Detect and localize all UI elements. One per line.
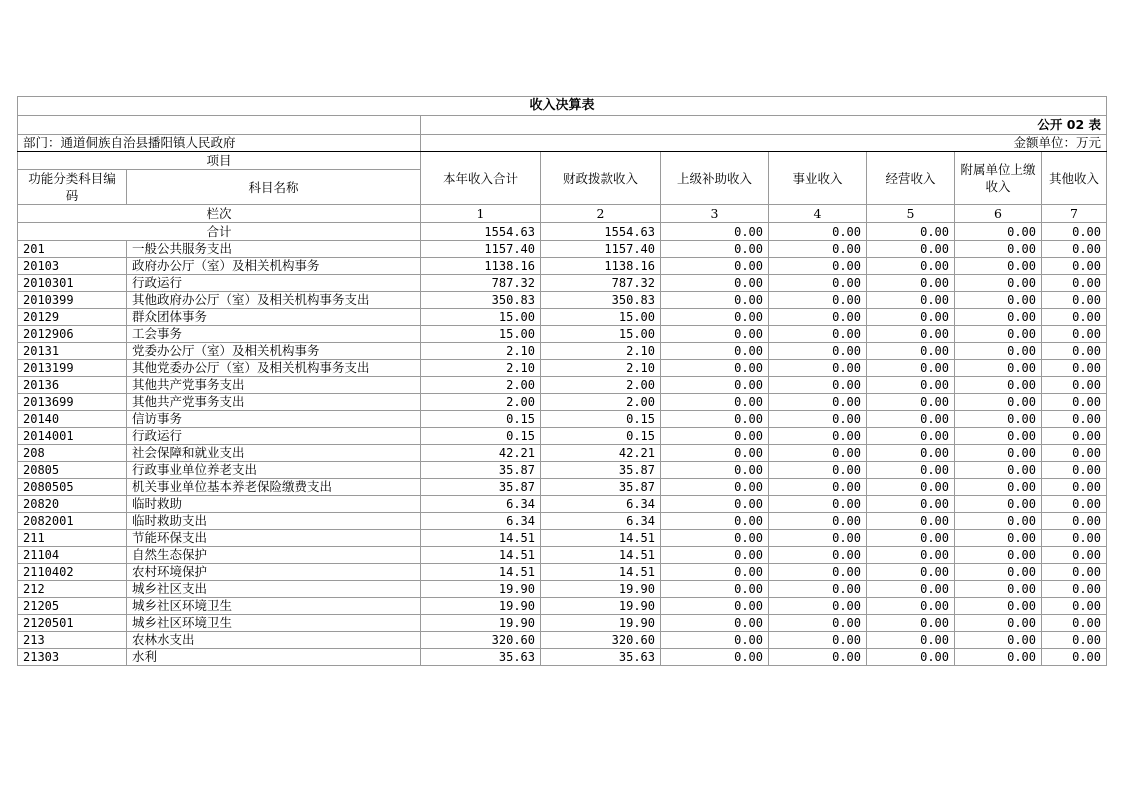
amount-cell: 0.00	[1042, 428, 1107, 445]
amount-cell: 0.00	[955, 360, 1042, 377]
amount-cell: 0.00	[661, 428, 769, 445]
table-row	[18, 343, 1107, 360]
amount-cell: 6.34	[421, 513, 541, 530]
amount-cell: 0.00	[661, 513, 769, 530]
amount-cell: 0.00	[661, 394, 769, 411]
column-index: 6	[955, 205, 1042, 223]
amount-cell: 2.00	[541, 377, 661, 394]
amount-cell: 0.00	[867, 343, 955, 360]
header-code: 功能分类科目编码	[18, 170, 127, 205]
amount-cell: 42.21	[421, 445, 541, 462]
table-row	[18, 292, 1107, 309]
amount-cell: 0.00	[661, 377, 769, 394]
amount-cell: 0.00	[1042, 326, 1107, 343]
subject-name: 城乡社区环境卫生	[127, 598, 421, 615]
amount-cell: 35.87	[421, 479, 541, 496]
amount-cell: 0.00	[955, 292, 1042, 309]
amount-cell: 14.51	[421, 547, 541, 564]
table-row	[18, 394, 1107, 411]
amount-cell: 0.00	[661, 649, 769, 666]
amount-cell: 2.00	[541, 394, 661, 411]
subject-name: 机关事业单位基本养老保险缴费支出	[127, 479, 421, 496]
subject-code: 2012906	[18, 326, 127, 343]
amount-cell: 0.00	[1042, 581, 1107, 598]
subject-name: 节能环保支出	[127, 530, 421, 547]
amount-cell: 0.00	[955, 547, 1042, 564]
amount-cell: 0.00	[1042, 411, 1107, 428]
amount-cell: 0.00	[769, 513, 867, 530]
header-name: 科目名称	[127, 170, 421, 205]
amount-cell: 0.00	[769, 479, 867, 496]
table-row	[18, 241, 1107, 258]
amount-cell: 0.00	[955, 377, 1042, 394]
subject-name: 临时救助	[127, 496, 421, 513]
amount-cell: 0.00	[1042, 479, 1107, 496]
amount-cell: 0.00	[1042, 275, 1107, 292]
amount-cell: 0.00	[769, 241, 867, 258]
amount-cell: 0.00	[867, 241, 955, 258]
subject-code: 20103	[18, 258, 127, 275]
amount-cell: 0.00	[1042, 394, 1107, 411]
amount-cell: 2.00	[421, 377, 541, 394]
header-business-income: 事业收入	[769, 152, 867, 205]
amount-cell: 19.90	[541, 581, 661, 598]
amount-cell: 15.00	[421, 326, 541, 343]
amount-cell: 14.51	[421, 530, 541, 547]
amount-cell: 0.00	[867, 462, 955, 479]
header-fiscal-income: 财政拨款收入	[541, 152, 661, 205]
amount-cell: 0.00	[1042, 632, 1107, 649]
subject-code: 201	[18, 241, 127, 258]
header-affiliated-income: 附属单位上缴收入	[955, 152, 1042, 205]
subject-name: 行政运行	[127, 275, 421, 292]
amount-cell: 0.00	[661, 581, 769, 598]
amount-cell: 0.00	[661, 564, 769, 581]
total-value: 0.00	[661, 223, 769, 241]
amount-cell: 1157.40	[421, 241, 541, 258]
amount-cell: 0.00	[769, 326, 867, 343]
subject-code: 2014001	[18, 428, 127, 445]
amount-cell: 350.83	[421, 292, 541, 309]
table-row	[18, 445, 1107, 462]
subject-code: 21104	[18, 547, 127, 564]
amount-cell: 0.00	[1042, 292, 1107, 309]
amount-cell: 2.10	[541, 343, 661, 360]
subject-code: 2082001	[18, 513, 127, 530]
amount-cell: 19.90	[541, 615, 661, 632]
amount-cell: 35.87	[421, 462, 541, 479]
department-label: 部门：通道侗族自治县播阳镇人民政府	[18, 135, 421, 152]
amount-cell: 0.00	[955, 479, 1042, 496]
amount-cell: 0.00	[661, 445, 769, 462]
header-operating-income: 经营收入	[867, 152, 955, 205]
amount-cell: 0.00	[867, 360, 955, 377]
amount-cell: 0.00	[661, 530, 769, 547]
header-item: 项目	[18, 152, 421, 170]
amount-cell: 787.32	[541, 275, 661, 292]
blank-cell	[18, 116, 421, 135]
amount-cell: 14.51	[541, 530, 661, 547]
amount-cell: 0.00	[867, 513, 955, 530]
table-row	[18, 411, 1107, 428]
amount-cell: 0.00	[867, 292, 955, 309]
amount-cell: 0.00	[661, 258, 769, 275]
column-index-label: 栏次	[18, 205, 421, 223]
amount-cell: 35.87	[541, 462, 661, 479]
amount-cell: 0.00	[955, 462, 1042, 479]
subject-name: 自然生态保护	[127, 547, 421, 564]
amount-cell: 35.63	[541, 649, 661, 666]
subject-code: 20129	[18, 309, 127, 326]
amount-cell: 0.00	[867, 275, 955, 292]
subject-name: 社会保障和就业支出	[127, 445, 421, 462]
amount-cell: 2.10	[421, 360, 541, 377]
amount-cell: 0.00	[769, 649, 867, 666]
subject-name: 一般公共服务支出	[127, 241, 421, 258]
amount-cell: 0.00	[955, 598, 1042, 615]
amount-cell: 14.51	[421, 564, 541, 581]
table-row	[18, 377, 1107, 394]
subject-name: 其他共产党事务支出	[127, 377, 421, 394]
header-other-income: 其他收入	[1042, 152, 1107, 205]
subject-code: 21303	[18, 649, 127, 666]
amount-cell: 0.15	[421, 411, 541, 428]
amount-cell: 0.00	[1042, 258, 1107, 275]
subject-code: 20140	[18, 411, 127, 428]
amount-cell: 0.00	[661, 326, 769, 343]
amount-cell: 15.00	[421, 309, 541, 326]
header-superior-subsidy: 上级补助收入	[661, 152, 769, 205]
amount-cell: 0.00	[867, 564, 955, 581]
subject-code: 212	[18, 581, 127, 598]
subject-name: 行政事业单位养老支出	[127, 462, 421, 479]
amount-cell: 19.90	[421, 615, 541, 632]
amount-cell: 0.00	[1042, 360, 1107, 377]
subject-name: 行政运行	[127, 428, 421, 445]
amount-cell: 350.83	[541, 292, 661, 309]
amount-cell: 0.00	[661, 547, 769, 564]
amount-cell: 0.00	[955, 530, 1042, 547]
total-value: 0.00	[867, 223, 955, 241]
amount-cell: 0.15	[541, 411, 661, 428]
amount-cell: 0.00	[769, 581, 867, 598]
amount-cell: 0.00	[661, 241, 769, 258]
amount-cell: 6.34	[541, 513, 661, 530]
table-row	[18, 598, 1107, 615]
amount-cell: 0.00	[769, 411, 867, 428]
amount-cell: 15.00	[541, 309, 661, 326]
amount-cell: 0.00	[955, 649, 1042, 666]
amount-cell: 0.00	[1042, 445, 1107, 462]
amount-cell: 35.63	[421, 649, 541, 666]
amount-cell: 2.00	[421, 394, 541, 411]
amount-cell: 0.00	[867, 530, 955, 547]
amount-cell: 0.00	[1042, 598, 1107, 615]
amount-cell: 0.00	[867, 581, 955, 598]
amount-cell: 2.10	[541, 360, 661, 377]
amount-cell: 14.51	[541, 564, 661, 581]
amount-cell: 0.00	[955, 326, 1042, 343]
subject-name: 农林水支出	[127, 632, 421, 649]
table-row	[18, 479, 1107, 496]
amount-cell: 0.00	[955, 394, 1042, 411]
amount-cell: 0.00	[661, 411, 769, 428]
subject-code: 2013199	[18, 360, 127, 377]
table-row	[18, 275, 1107, 292]
amount-cell: 320.60	[421, 632, 541, 649]
amount-cell: 0.00	[769, 496, 867, 513]
amount-cell: 0.00	[661, 615, 769, 632]
amount-cell: 6.34	[421, 496, 541, 513]
amount-cell: 2.10	[421, 343, 541, 360]
amount-cell: 0.00	[1042, 343, 1107, 360]
amount-cell: 0.00	[769, 275, 867, 292]
subject-code: 2010301	[18, 275, 127, 292]
amount-cell: 0.00	[661, 479, 769, 496]
table-row	[18, 649, 1107, 666]
subject-code: 21205	[18, 598, 127, 615]
amount-cell: 0.00	[955, 411, 1042, 428]
amount-cell: 0.00	[867, 411, 955, 428]
subject-code: 2013699	[18, 394, 127, 411]
subject-code: 208	[18, 445, 127, 462]
amount-cell: 0.00	[955, 581, 1042, 598]
amount-cell: 0.00	[769, 360, 867, 377]
subject-code: 211	[18, 530, 127, 547]
amount-cell: 0.00	[867, 547, 955, 564]
amount-cell: 0.00	[661, 360, 769, 377]
amount-cell: 0.00	[769, 428, 867, 445]
amount-cell: 0.00	[769, 343, 867, 360]
amount-cell: 0.00	[867, 496, 955, 513]
amount-cell: 1138.16	[421, 258, 541, 275]
amount-cell: 0.00	[867, 428, 955, 445]
table-row	[18, 309, 1107, 326]
subject-code: 2120501	[18, 615, 127, 632]
column-index: 2	[541, 205, 661, 223]
table-row	[18, 581, 1107, 598]
column-index: 4	[769, 205, 867, 223]
amount-cell: 0.00	[769, 377, 867, 394]
subject-code: 2080505	[18, 479, 127, 496]
total-label: 合计	[18, 223, 421, 241]
amount-cell: 0.00	[867, 309, 955, 326]
amount-cell: 0.00	[661, 275, 769, 292]
amount-cell: 0.00	[769, 530, 867, 547]
amount-cell: 0.15	[421, 428, 541, 445]
subject-name: 农村环境保护	[127, 564, 421, 581]
amount-cell: 0.00	[769, 632, 867, 649]
amount-cell: 15.00	[541, 326, 661, 343]
amount-cell: 0.00	[1042, 309, 1107, 326]
table-row	[18, 428, 1107, 445]
table-row	[18, 564, 1107, 581]
total-row	[18, 223, 1107, 241]
amount-cell: 0.00	[1042, 649, 1107, 666]
subject-name: 其他共产党事务支出	[127, 394, 421, 411]
amount-cell: 0.00	[769, 394, 867, 411]
column-index: 1	[421, 205, 541, 223]
amount-cell: 14.51	[541, 547, 661, 564]
amount-cell: 0.00	[661, 496, 769, 513]
subject-name: 城乡社区支出	[127, 581, 421, 598]
amount-cell: 0.00	[867, 649, 955, 666]
column-index: 7	[1042, 205, 1107, 223]
amount-cell: 0.00	[661, 598, 769, 615]
column-index: 3	[661, 205, 769, 223]
amount-cell: 0.00	[769, 258, 867, 275]
table-row	[18, 258, 1107, 275]
amount-cell: 0.00	[1042, 513, 1107, 530]
amount-cell: 0.00	[955, 564, 1042, 581]
subject-name: 党委办公厅（室）及相关机构事务	[127, 343, 421, 360]
subject-code: 2010399	[18, 292, 127, 309]
amount-cell: 0.00	[769, 292, 867, 309]
amount-cell: 0.00	[769, 445, 867, 462]
amount-cell: 42.21	[541, 445, 661, 462]
amount-cell: 0.00	[867, 377, 955, 394]
table-row	[18, 360, 1107, 377]
subject-code: 20805	[18, 462, 127, 479]
amount-cell: 0.00	[661, 462, 769, 479]
amount-cell: 0.15	[541, 428, 661, 445]
amount-cell: 0.00	[661, 343, 769, 360]
amount-cell: 6.34	[541, 496, 661, 513]
amount-cell: 19.90	[421, 598, 541, 615]
subject-name: 城乡社区环境卫生	[127, 615, 421, 632]
amount-cell: 0.00	[769, 598, 867, 615]
amount-cell: 0.00	[661, 632, 769, 649]
amount-cell: 0.00	[769, 309, 867, 326]
subject-name: 其他党委办公厅（室）及相关机构事务支出	[127, 360, 421, 377]
amount-cell: 0.00	[661, 309, 769, 326]
amount-cell: 0.00	[867, 598, 955, 615]
subject-name: 临时救助支出	[127, 513, 421, 530]
subject-code: 20136	[18, 377, 127, 394]
amount-cell: 0.00	[1042, 241, 1107, 258]
table-row	[18, 513, 1107, 530]
amount-cell: 0.00	[955, 241, 1042, 258]
total-value: 1554.63	[421, 223, 541, 241]
table-row	[18, 632, 1107, 649]
subject-name: 群众团体事务	[127, 309, 421, 326]
subject-name: 政府办公厅（室）及相关机构事务	[127, 258, 421, 275]
amount-cell: 0.00	[867, 326, 955, 343]
amount-cell: 0.00	[867, 394, 955, 411]
amount-cell: 0.00	[769, 615, 867, 632]
amount-cell: 0.00	[1042, 462, 1107, 479]
amount-cell: 0.00	[867, 479, 955, 496]
amount-cell: 0.00	[1042, 377, 1107, 394]
total-value: 0.00	[955, 223, 1042, 241]
amount-cell: 0.00	[955, 615, 1042, 632]
subject-name: 其他政府办公厅（室）及相关机构事务支出	[127, 292, 421, 309]
subject-code: 213	[18, 632, 127, 649]
amount-cell: 0.00	[955, 343, 1042, 360]
table-row	[18, 547, 1107, 564]
amount-cell: 0.00	[955, 496, 1042, 513]
amount-cell: 0.00	[955, 309, 1042, 326]
header-total-income: 本年收入合计	[421, 152, 541, 205]
subject-name: 信访事务	[127, 411, 421, 428]
amount-cell: 0.00	[867, 632, 955, 649]
amount-cell: 787.32	[421, 275, 541, 292]
amount-cell: 320.60	[541, 632, 661, 649]
amount-cell: 0.00	[955, 428, 1042, 445]
amount-cell: 0.00	[955, 445, 1042, 462]
amount-cell: 0.00	[1042, 564, 1107, 581]
amount-cell: 0.00	[769, 547, 867, 564]
subject-code: 20820	[18, 496, 127, 513]
amount-cell: 0.00	[661, 292, 769, 309]
amount-cell: 0.00	[955, 513, 1042, 530]
amount-cell: 0.00	[769, 564, 867, 581]
amount-cell: 35.87	[541, 479, 661, 496]
total-value: 0.00	[769, 223, 867, 241]
amount-cell: 0.00	[1042, 547, 1107, 564]
column-index: 5	[867, 205, 955, 223]
amount-cell: 19.90	[421, 581, 541, 598]
subject-code: 2110402	[18, 564, 127, 581]
amount-cell: 19.90	[541, 598, 661, 615]
table-row	[18, 615, 1107, 632]
unit-label: 金额单位：万元	[421, 135, 1107, 152]
table-title: 收入决算表	[18, 97, 1107, 116]
amount-cell: 0.00	[867, 445, 955, 462]
amount-cell: 0.00	[955, 275, 1042, 292]
table-row	[18, 462, 1107, 479]
form-number: 公开 02 表	[421, 116, 1107, 135]
amount-cell: 0.00	[1042, 615, 1107, 632]
subject-name: 工会事务	[127, 326, 421, 343]
income-final-accounts-table	[17, 96, 1107, 666]
amount-cell: 0.00	[769, 462, 867, 479]
subject-code: 20131	[18, 343, 127, 360]
amount-cell: 0.00	[955, 258, 1042, 275]
total-value: 0.00	[1042, 223, 1107, 241]
amount-cell: 0.00	[867, 258, 955, 275]
amount-cell: 0.00	[1042, 530, 1107, 547]
table-row	[18, 496, 1107, 513]
table-row	[18, 530, 1107, 547]
amount-cell: 1157.40	[541, 241, 661, 258]
amount-cell: 0.00	[1042, 496, 1107, 513]
amount-cell: 0.00	[955, 632, 1042, 649]
subject-name: 水利	[127, 649, 421, 666]
amount-cell: 0.00	[867, 615, 955, 632]
table-row	[18, 326, 1107, 343]
amount-cell: 1138.16	[541, 258, 661, 275]
total-value: 1554.63	[541, 223, 661, 241]
